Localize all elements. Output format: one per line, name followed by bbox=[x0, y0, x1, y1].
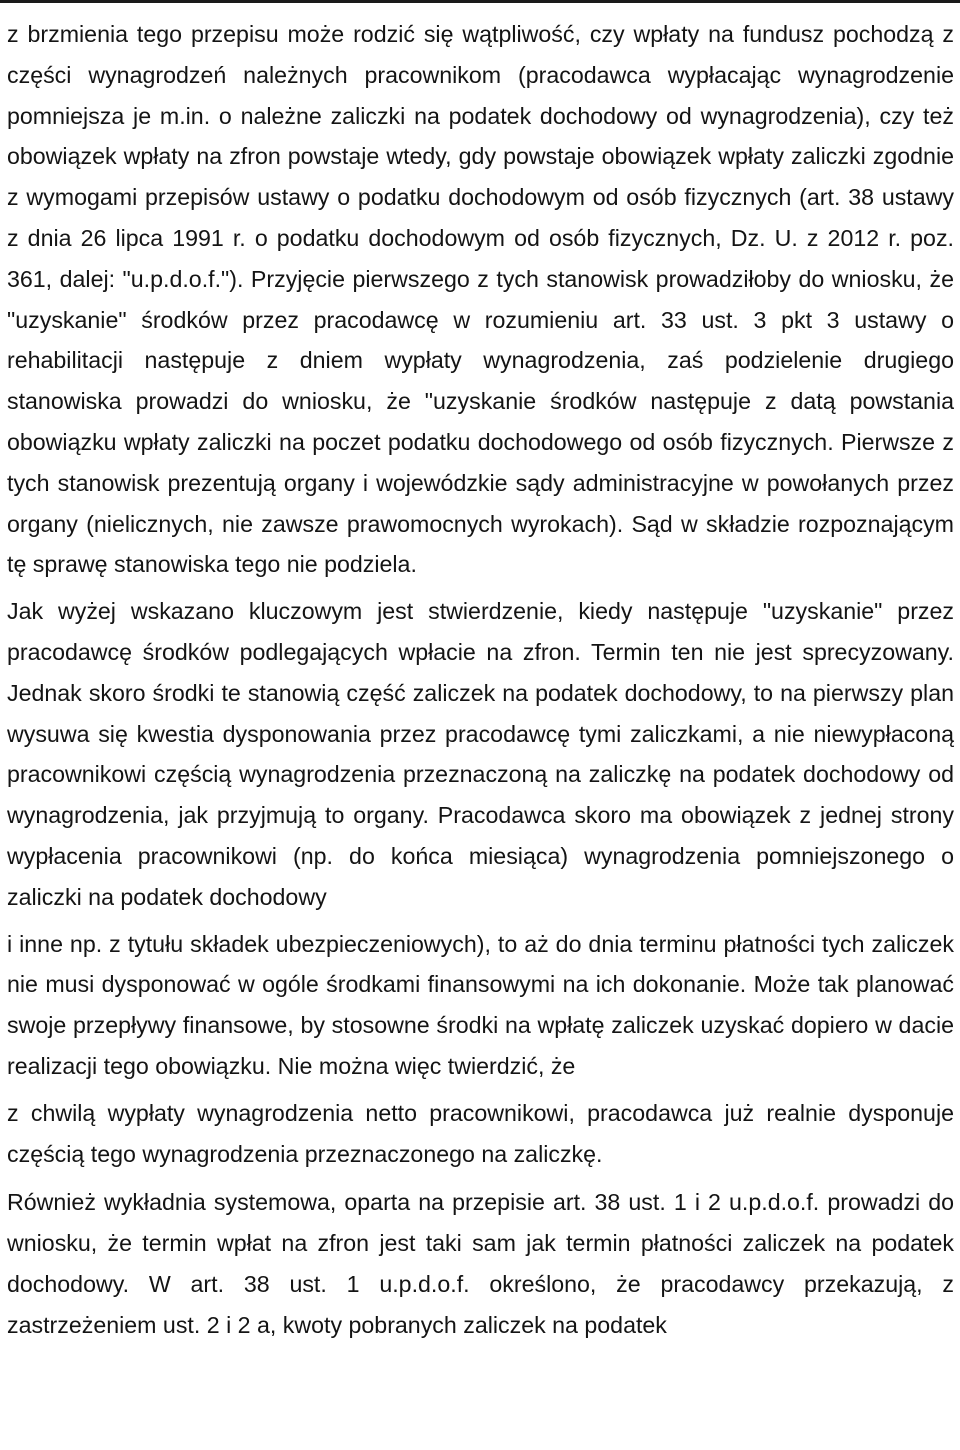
paragraph-3: i inne np. z tytułu składek ubezpieczeniowych), to aż do dnia terminu płatności tych zaliczek nie musi dysponować w ogóle środkami finansowymi na ich dokonanie. Może tak planować swoje przepływy finansowe, by stosowne środki na wpłatę zaliczek uzyskać dopiero w dacie realizacji tego obowiązku. Nie można więc twierdzić, że bbox=[7, 930, 954, 1079]
paragraph-4: z chwilą wypłaty wynagrodzenia netto pracownikowi, pracodawca już realnie dysponuje częścią tego wynagrodzenia przeznaczonego na zaliczkę. bbox=[7, 1099, 954, 1167]
document-page bbox=[7, 14, 954, 1346]
paragraph-1: z brzmienia tego przepisu może rodzić się wątpliwość, czy wpłaty na fundusz pochodzą z części wynagrodzeń należnych pracownikom (pracodawca wypłacając wynagrodzenie pomniejsza je m.in. o należne zaliczki na podatek dochodowy od wynagrodzenia), czy też obowiązek wpłaty na zfron powstaje wtedy, gdy powstaje obowiązek wpłaty zaliczki zgodnie z wymogami przepisów ustawy o podatku dochodowym od osób fizycznych (art. 38 ustawy z dnia 26 lipca 1991 r. o podatku dochodowym od osób fizycznych, Dz. U. z 2012 r. poz. 361, dalej: "u.p.d.o.f."). Przyjęcie pierwszego z tych stanowisk prowadziłoby do wniosku, że "uzyskanie" środków przez pracodawcę w rozumieniu art. 33 ust. 3 pkt 3 ustawy o rehabilitacji następuje z dniem wypłaty wynagrodzenia, zaś podzielenie drugiego stanowiska prowadzi do wniosku, że "uzyskanie środków następuje z datą powstania obowiązku wpłaty zaliczki na poczet podatku dochodowego od osób fizycznych. Pierwsze z tych stanowisk prezentują organy i wojewódzkie sądy administracyjne w powołanych przez organy (nielicznych, nie zawsze prawomocnych wyrokach). Sąd w składzie rozpoznającym tę sprawę stanowiska tego nie podziela. bbox=[7, 21, 954, 578]
paragraph-2: Jak wyżej wskazano kluczowym jest stwierdzenie, kiedy następuje "uzyskanie" przez pracodawcę środków podlegających wpłacie na zfron. Termin ten nie jest sprecyzowany. Jednak skoro środki te stanowią część zaliczek na podatek dochodowy, to na pierwszy plan wysuwa się kwestia dysponowania przez pracodawcę tymi zaliczkami, a nie niewypłaconą pracownikowi częścią wynagrodzenia przeznaczoną na zaliczkę na podatek dochodowy od wynagrodzenia, jak przyjmują to organy. Pracodawca skoro ma obowiązek z jednej strony wypłacenia pracownikowi (np. do końca miesiąca) wynagrodzenia pomniejszonego o zaliczki na podatek dochodowy bbox=[7, 598, 954, 910]
paragraph-5: Również wykładnia systemowa, oparta na przepisie art. 38 ust. 1 i 2 u.p.d.o.f. prowadzi do wniosku, że termin wpłat na zfron jest taki sam jak termin płatności zaliczek na podatek dochodowy. W art. 38 ust. 1 u.p.d.o.f. określono, że pracodawcy przekazują, z zastrzeżeniem ust. 2 i 2 a, kwoty pobranych zaliczek na podatek bbox=[7, 1189, 954, 1338]
page-top-border bbox=[0, 0, 960, 3]
